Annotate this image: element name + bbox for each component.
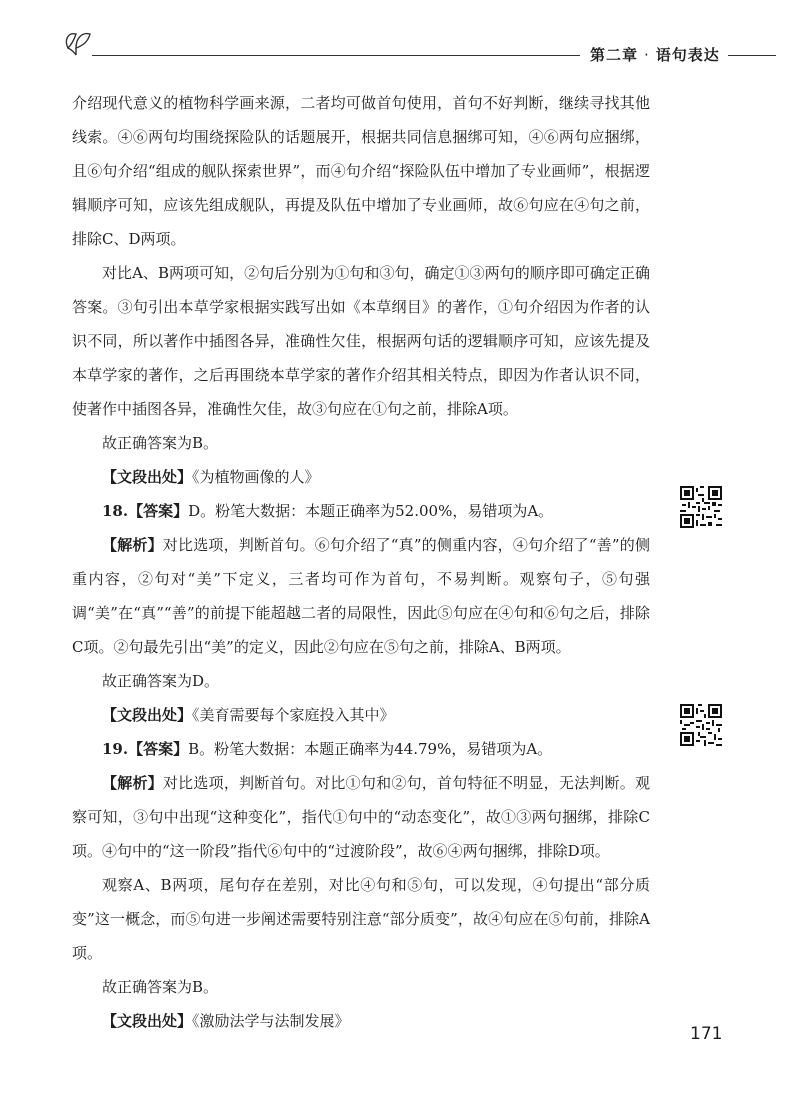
question-19-final-answer: 故正确答案为B。 — [102, 978, 219, 996]
chapter-label: 第二章 — [590, 46, 639, 64]
source-19 — [72, 1004, 650, 1038]
running-header: 第二章 · 语句表达 — [590, 46, 720, 64]
qr-code-icon[interactable] — [680, 486, 722, 528]
source-17 — [72, 460, 650, 494]
source-text: 《激励法学与法制发展》 — [192, 1012, 350, 1030]
header-rule-left — [92, 55, 580, 56]
question-18-answer — [72, 494, 650, 528]
page-number: 171 — [690, 1024, 723, 1044]
source-tag: 【文段出处】 — [102, 468, 193, 486]
answer-text: B。粉笔大数据：本题正确率为44.79%，易错项为A。 — [188, 740, 553, 758]
analysis-text: 对比选项，判断首句。对比①句和②句，首句特征不明显，无法判断。观察可知，③句中出现“这种变化”，指代①句中的“动态变化”，故①③两句捆绑，排除C项。④句中的“这一阶段”指代⑥句中的“过渡阶段”，故⑥④两句捆绑，排除D项。 — [72, 774, 650, 860]
paragraph-continuation: 介绍现代意义的植物科学画来源，二者均可做首句使用，首句不好判断，继续寻找其他线索。④⑥两句均围绕探险队的话题展开，根据共同信息捆绑可知，④⑥两句应捆绑，且⑥句介绍“组成的舰队探索世界”，而④句介绍“探险队伍中增加了专业画师”，根据逻辑顺序可知，应该先组成舰队，再提及队伍中增加了专业画师，故⑥句应在④句之前，排除C、D两项。 — [72, 94, 650, 248]
paragraph-compare-ab: 对比A、B两项可知，②句后分别为①句和③句，确定①③两句的顺序即可确定正确答案。③句引出本草学家根据实践写出如《本草纲目》的著作，①句介绍因为作者的认识不同，所以著作中插图各异，准确性欠佳，根据两句话的逻辑顺序可知，应该先提及本草学家的著作，之后再围绕本草学家的著作介绍其相关特点，即因为作者认识不同，使著作中插图各异，准确性欠佳，故③句应在①句之前，排除A项。 — [72, 264, 650, 418]
page-content — [72, 86, 650, 1038]
answer-text: D。粉笔大数据：本题正确率为52.00%，易错项为A。 — [188, 502, 554, 520]
section-label: 语句表达 — [655, 46, 720, 64]
paragraph-answer-17: 故正确答案为B。 — [102, 434, 219, 452]
source-text: 《美育需要每个家庭投入其中》 — [192, 706, 395, 724]
source-tag: 【文段出处】 — [102, 1012, 193, 1030]
source-18 — [72, 698, 650, 732]
source-text: 《为植物画像的人》 — [192, 468, 320, 486]
question-18-final-answer: 故正确答案为D。 — [102, 672, 220, 690]
question-18-analysis — [72, 528, 650, 664]
answer-tag: 18.【答案】 — [102, 502, 189, 520]
question-19-paragraph-2: 观察A、B两项，尾句存在差别，对比④句和⑤句，可以发现，④句提出“部分质变”这一概念，而⑤句进一步阐述需要特别注意“部分质变”，故④句应在⑤句前，排除A项。 — [72, 876, 650, 962]
source-tag: 【文段出处】 — [102, 706, 193, 724]
analysis-text: 对比选项，判断首句。⑥句介绍了“真”的侧重内容，④句介绍了“善”的侧重内容，②句对“美”下定义，三者均可作为首句，不易判断。观察句子，⑤句强调“美”在“真”“善”的前提下能超越二者的局限性，因此⑤句应在④句和⑥句之后，排除C项。②句最先引出“美”的定义，因此②句应在⑤句之前，排除A、B两项。 — [72, 536, 650, 656]
question-19-analysis — [72, 766, 650, 868]
leaf-sprout-icon — [60, 24, 94, 58]
analysis-tag: 【解析】 — [102, 536, 163, 554]
qr-code-icon[interactable] — [680, 704, 722, 746]
analysis-tag: 【解析】 — [102, 774, 163, 792]
question-19-answer — [72, 732, 650, 766]
answer-tag: 19.【答案】 — [102, 740, 189, 758]
header-rule-right — [728, 55, 776, 56]
